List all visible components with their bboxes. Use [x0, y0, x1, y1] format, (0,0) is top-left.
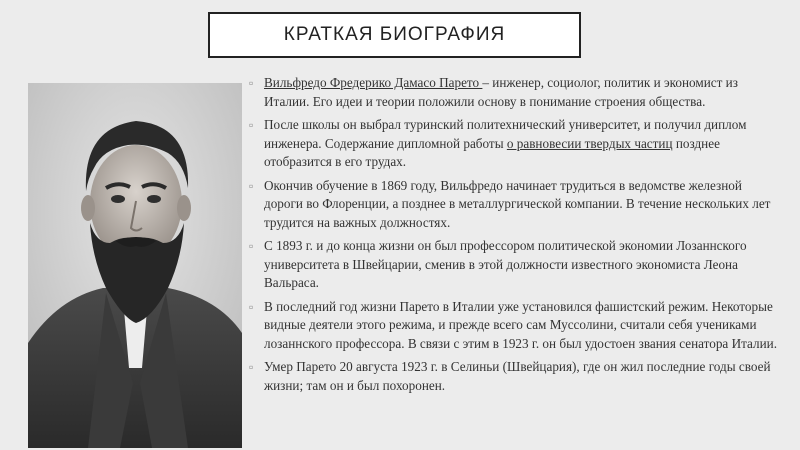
- paragraph-text: – инженер, социолог, политик и экономист из Италии. Его идеи и теории положили основу в понимание строения общества.: [264, 75, 738, 109]
- biography-paragraph: [249, 358, 779, 395]
- biography-paragraph: [249, 116, 779, 172]
- paragraph-text: Окончив обучение в 1869 году, Вильфредо начинает трудиться в ведомстве железной дороги во Флоренции, а позднее в металлургической компании. В течение нескольких лет трудится на важных должностях.: [264, 177, 771, 230]
- bullet-icon: ▫: [249, 118, 254, 132]
- bullet-icon: ▫: [249, 299, 254, 314]
- underlined-text: Вильфредо Фредерико Дамасо Парето: [264, 75, 483, 90]
- biography-paragraph: [249, 74, 779, 111]
- bullet-icon: ▫: [249, 360, 254, 374]
- biography-paragraph: [249, 177, 779, 233]
- paragraph-text: позднее отобразится в его трудах.: [264, 135, 720, 169]
- paragraph-text: С 1893 г. и до конца жизни он был профессором политической экономии Лозаннского университета в Швейцарии, сменив в этой должности известного экономиста Леона Вальраса.: [264, 238, 747, 290]
- slide-title-box: [208, 12, 581, 58]
- biography-paragraph: [249, 298, 779, 354]
- portrait-photo: [28, 83, 242, 448]
- slide-title: КРАТКАЯ БИОГРАФИЯ: [283, 24, 506, 45]
- paragraph-text: Умер Парето 20 августа 1923 г. в Селиньи (Швейцария), где он жил последние годы своей жизни; там он и был похоронен.: [264, 359, 771, 393]
- paragraph-text: После школы он выбрал туринский политехнический университет, и получил диплом инженера. Содержание дипломной работы: [264, 117, 747, 151]
- bullet-icon: ▫: [249, 76, 254, 90]
- bullet-icon: ▫: [249, 178, 254, 193]
- biography-paragraph: [249, 237, 779, 293]
- paragraph-text: В последний год жизни Парето в Италии уже установился фашистский режим. Некоторые видные деятели этого режима, и прежде всего сам Муссолини, считали себя учениками лозаннского профессора. В связи с этим в 1923 г. он был удостоен звания сенатора Италии.: [264, 298, 777, 351]
- biography-list: [249, 74, 779, 400]
- underlined-text: о равновесии твердых частиц: [506, 135, 673, 151]
- bullet-icon: ▫: [249, 239, 254, 253]
